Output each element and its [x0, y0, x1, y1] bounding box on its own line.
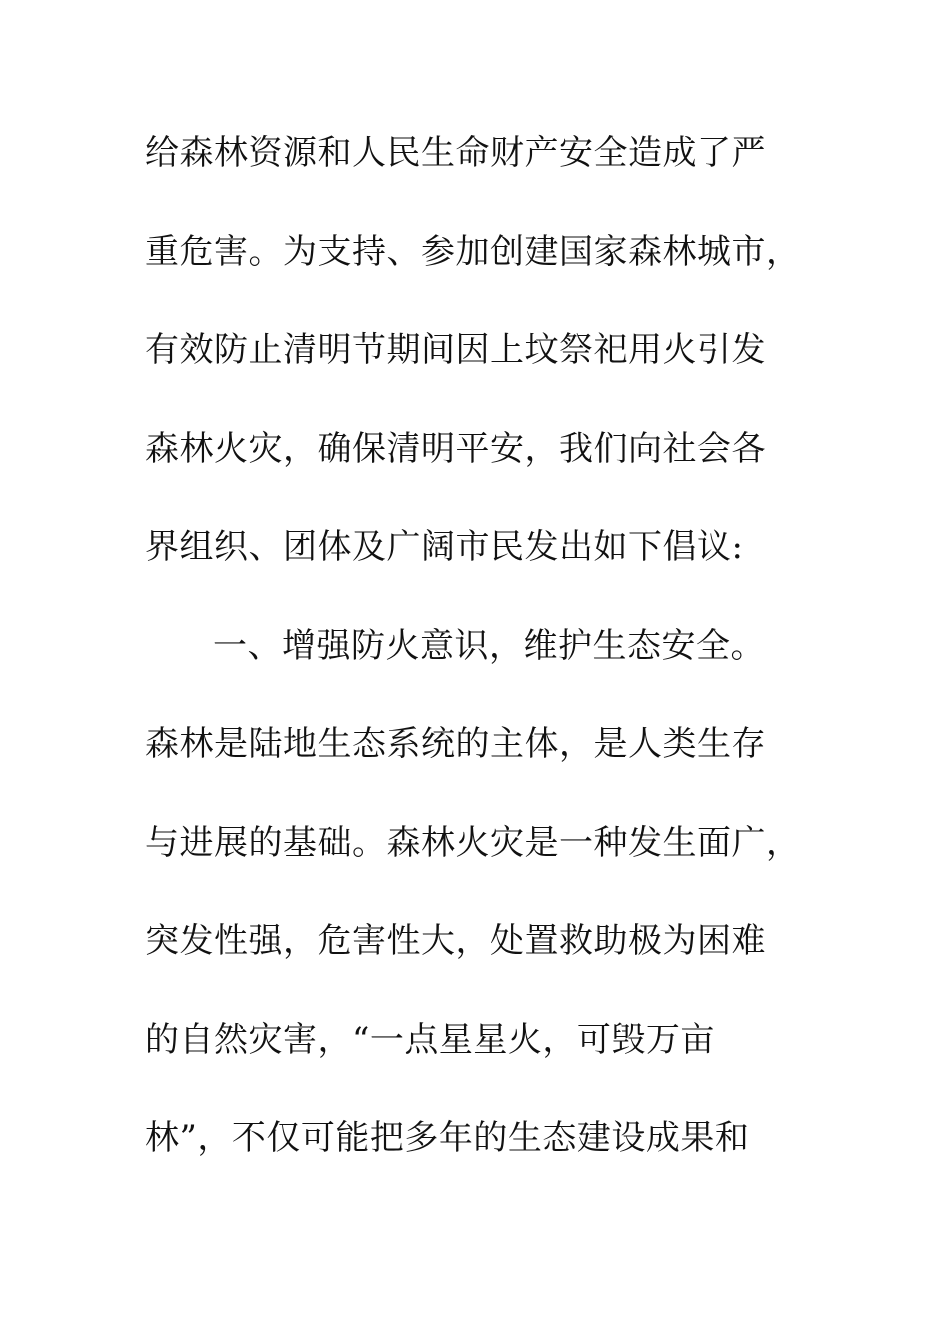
text-line-5: 界组织、团体及广阔市民发出如下倡议: [145, 527, 744, 567]
text-line-4: 森林火灾，确保清明平安，我们向社会各 [145, 428, 766, 469]
text-line-1: 给森林资源和人民生命财产安全造成了严 [145, 133, 766, 173]
text-line-8: 与进展的基础。森林火灾是一种发生面广， [145, 822, 801, 863]
text-line-10: 的自然灾害，“一点星星火，可毁万亩 [145, 1019, 715, 1060]
text-line-11: 林”，不仅可能把多年的生态建设成果和 [145, 1118, 750, 1158]
text-line-2: 重危害。为支持、参加创建国家森林城市， [145, 231, 801, 272]
text-line-9: 突发性强，危害性大，处置救助极为困难 [145, 921, 766, 961]
section-heading-1: 一、增强防火意识，维护生态安全。 [213, 625, 765, 666]
text-line-7: 森林是陆地生态系统的主体，是人类生存 [145, 724, 766, 764]
body-text [145, 128, 845, 1212]
text-line-3: 有效防止清明节期间因上坟祭祀用火引发 [145, 330, 766, 370]
